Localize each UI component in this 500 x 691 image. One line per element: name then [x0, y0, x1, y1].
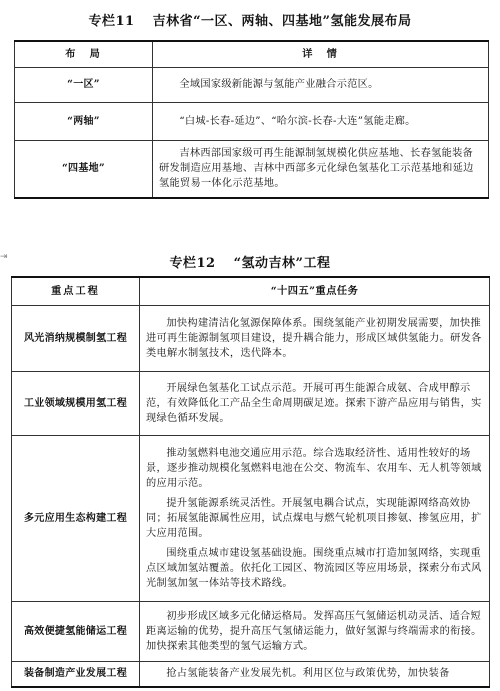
box11-number: 专栏11 — [88, 14, 135, 29]
box11-table — [14, 40, 489, 199]
box12-header-row — [12, 277, 490, 305]
task-cell: 抢占氢能装备产业发展先机。利用区位与政策优势，加快装备 — [140, 661, 490, 687]
box12-header-project: 重点工程 — [12, 277, 140, 305]
box12-table — [11, 276, 490, 688]
task-cell: 加快构建清洁化氢源保障体系。围绕氢能产业初期发展需要，加快推进可再生能源制氢项目建设，提升耦合能力，形成区域供氢能力。研发各类电解水制氢技术，迭代降本。 — [140, 305, 490, 371]
box11-header-layout: 布 局 — [15, 41, 153, 67]
box12-title — [0, 252, 500, 271]
project-cell: 高效便捷氢能储运工程 — [12, 601, 140, 661]
table-row — [12, 435, 490, 601]
box11-title — [0, 10, 500, 29]
box11-title-text: 吉林省“一区、两轴、四基地”氢能发展布局 — [152, 14, 412, 29]
project-cell: 风光消纳规模制氢工程 — [12, 305, 140, 371]
detail-cell: “白城-长春-延边”、“哈尔滨-长春-大连”氢能走廊。 — [153, 102, 489, 140]
table-row — [15, 67, 489, 102]
table-row — [12, 371, 490, 435]
layout-cell: “两轴” — [15, 102, 153, 140]
task-paragraph: 围绕重点城市建设氢基础设施。围绕重点城市打造加氢网络，实现重点区域加氢站覆盖。依托化工园区、物流园区等应用场景，探索分布式风光制氢加氢一体站等技术路线。 — [146, 547, 482, 589]
table-row — [12, 661, 490, 687]
box11-header-detail: 详 情 — [153, 41, 489, 67]
layout-cell: “四基地” — [15, 140, 153, 198]
box12-title-text: “氢动吉林”工程 — [233, 256, 331, 271]
task-cell: 初步形成区域多元化储运格局。发挥高压气氢储运机动灵活、适合短距离运输的优势，提升高压气氢储运能力，做好氢源与终端需求的衔接。加快探索其他类型的氢气运输方式。 — [140, 601, 490, 661]
detail-cell: 全域国家级新能源与氢能产业融合示范区。 — [153, 67, 489, 102]
task-paragraph: 提升氢能源系统灵活性。开展氢电耦合试点，实现能源网络高效协同；拓展氢能源属性应用，试点煤电与燃气轮机项目掺氨、掺氢应用，扩大应用范围。 — [146, 497, 482, 539]
box12-header-tasks: “十四五”重点任务 — [140, 277, 490, 305]
task-cell — [140, 435, 490, 601]
table-row — [15, 140, 489, 198]
box11-header-row — [15, 41, 489, 67]
anchor-marker-icon: ⇥ — [0, 252, 8, 262]
table-row — [15, 102, 489, 140]
project-cell: 工业领域规模用氢工程 — [12, 371, 140, 435]
task-paragraph: 推动氢燃料电池交通应用示范。综合选取经济性、适用性较好的场景，逐步推动规模化氢燃料电池在公交、物流车、农用车、无人机等领域的应用示范。 — [146, 447, 482, 489]
layout-cell: “一区” — [15, 67, 153, 102]
project-cell: 装备制造产业发展工程 — [12, 661, 140, 687]
task-cell: 开展绿色氢基化工试点示范。开展可再生能源合成氨、合成甲醇示范，有效降低化工产品全生命周期碳足迹。探索下游产品应用与销售，实现绿色循环发展。 — [140, 371, 490, 435]
project-cell: 多元应用生态构建工程 — [12, 435, 140, 601]
table-row — [12, 305, 490, 371]
box12-number: 专栏12 — [169, 256, 216, 271]
detail-cell: 吉林西部国家级可再生能源制氢规模化供应基地、长春氢能装备研发制造应用基地、吉林中西部多元化绿色氢基化工示范基地和延边氢能贸易一体化示范基地。 — [153, 140, 489, 198]
table-row — [12, 601, 490, 661]
